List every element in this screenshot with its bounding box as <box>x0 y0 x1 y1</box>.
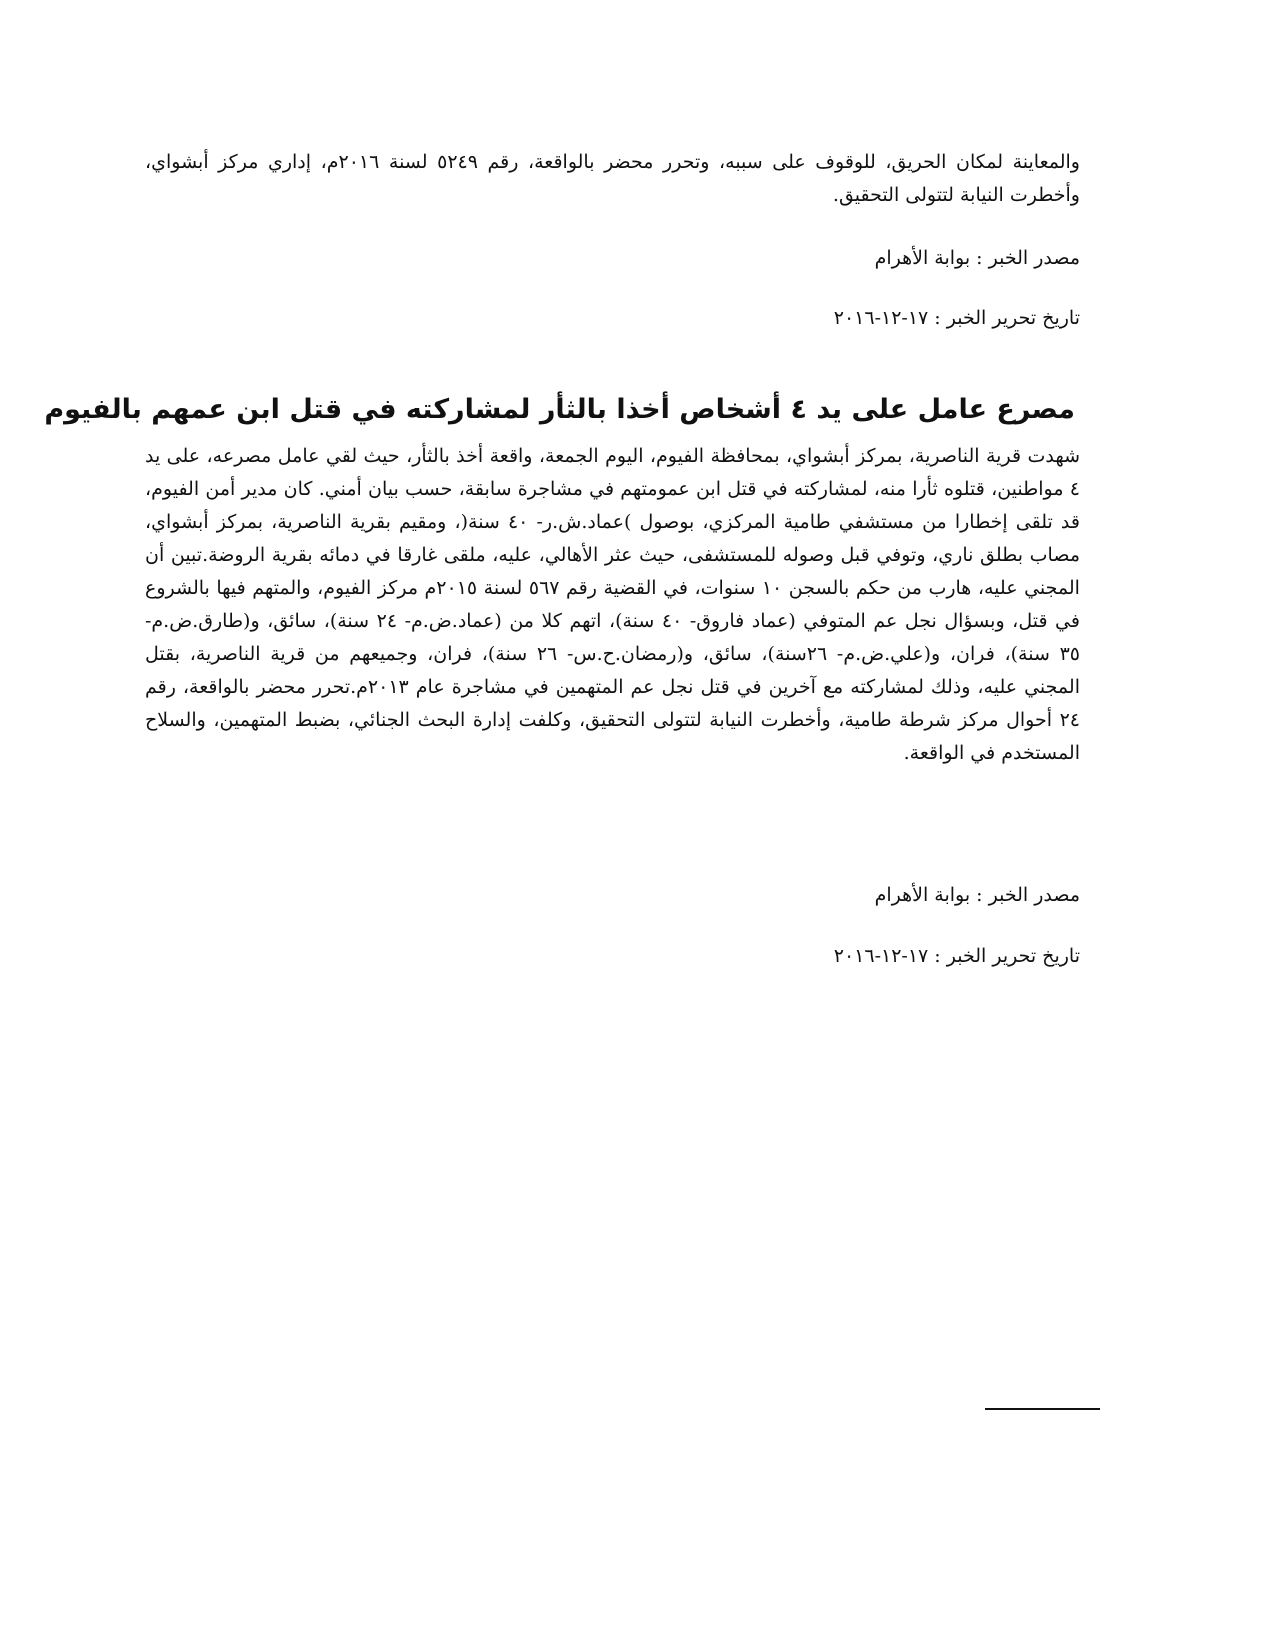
previous-article-date: تاريخ تحرير الخبر : ١٧-١٢-٢٠١٦ <box>833 307 1080 329</box>
article-body: شهدت قرية الناصرية، بمركز أبشواي، بمحافظة الفيوم، اليوم الجمعة، واقعة أخذ بالثأر، حيث لقي عامل مصرعه، على يد ٤ مواطنين، قتلوه ثأرا منه، لمشاركته في قتل ابن عمومتهم في مشاجرة سابقة، حسب بيان أمني. كان مدير أمن الفيوم، قد تلقى إخطارا من مستشفي طامية المركزي، بوصول )عماد.ش.ر- ٤٠ سنة(، ومقيم بقرية الناصرية، بمركز أبشواي، مصاب بطلق ناري، وتوفي قبل وصوله للمستشفى، حيث عثر الأهالي، عليه، ملقى غارقا في دمائه بقرية الروضة.تبين أن المجني عليه، هارب من حكم بالسجن ١٠ سنوات، في القضية رقم ٥٦٧ لسنة ٢٠١٥م مركز الفيوم، والمتهم فيها بالشروع في قتل، وبسؤال نجل عم المتوفي (عماد فاروق- ٤٠ سنة)، اتهم كلا من (عماد.ض.م- ٢٤ سنة)، سائق، و(طارق.ض.م- ٣٥ سنة)، فران، و(علي.ض.م- ٢٦سنة)، سائق، و(رمضان.ح.س- ٢٦ سنة)، فران، وجميعهم من قرية الناصرية، بقتل المجني عليه، وذلك لمشاركته مع آخرين في قتل نجل عم المتهمين في مشاجرة عام ٢٠١٣م.تحرر محضر بالواقعة، رقم ٢٤ أحوال مركز شرطة طامية، وأخطرت النيابة لتتولى التحقيق، وكلفت إدارة البحث الجنائي، بضبط المتهمين، والسلاح المستخدم في الواقعة. <box>145 445 1080 764</box>
article-date: تاريخ تحرير الخبر : ١٧-١٢-٢٠١٦ <box>833 945 1080 967</box>
previous-article-source: مصدر الخبر : بوابة الأهرام <box>874 247 1080 269</box>
article-source: مصدر الخبر : بوابة الأهرام <box>874 884 1080 906</box>
previous-article-paragraph: والمعاينة لمكان الحريق، للوقوف على سببه، وتحرر محضر بالواقعة، رقم ٥٢٤٩ لسنة ٢٠١٦م، إداري مركز أبشواي، وأخطرت النيابة لتتولى التحقيق. <box>145 151 1080 206</box>
article-headline: مصرع عامل على يد ٤ أشخاص أخذا بالثأر لمشاركته في قتل ابن عمهم بالفيوم <box>44 394 1075 426</box>
footnote-separator-line <box>985 1408 1100 1410</box>
